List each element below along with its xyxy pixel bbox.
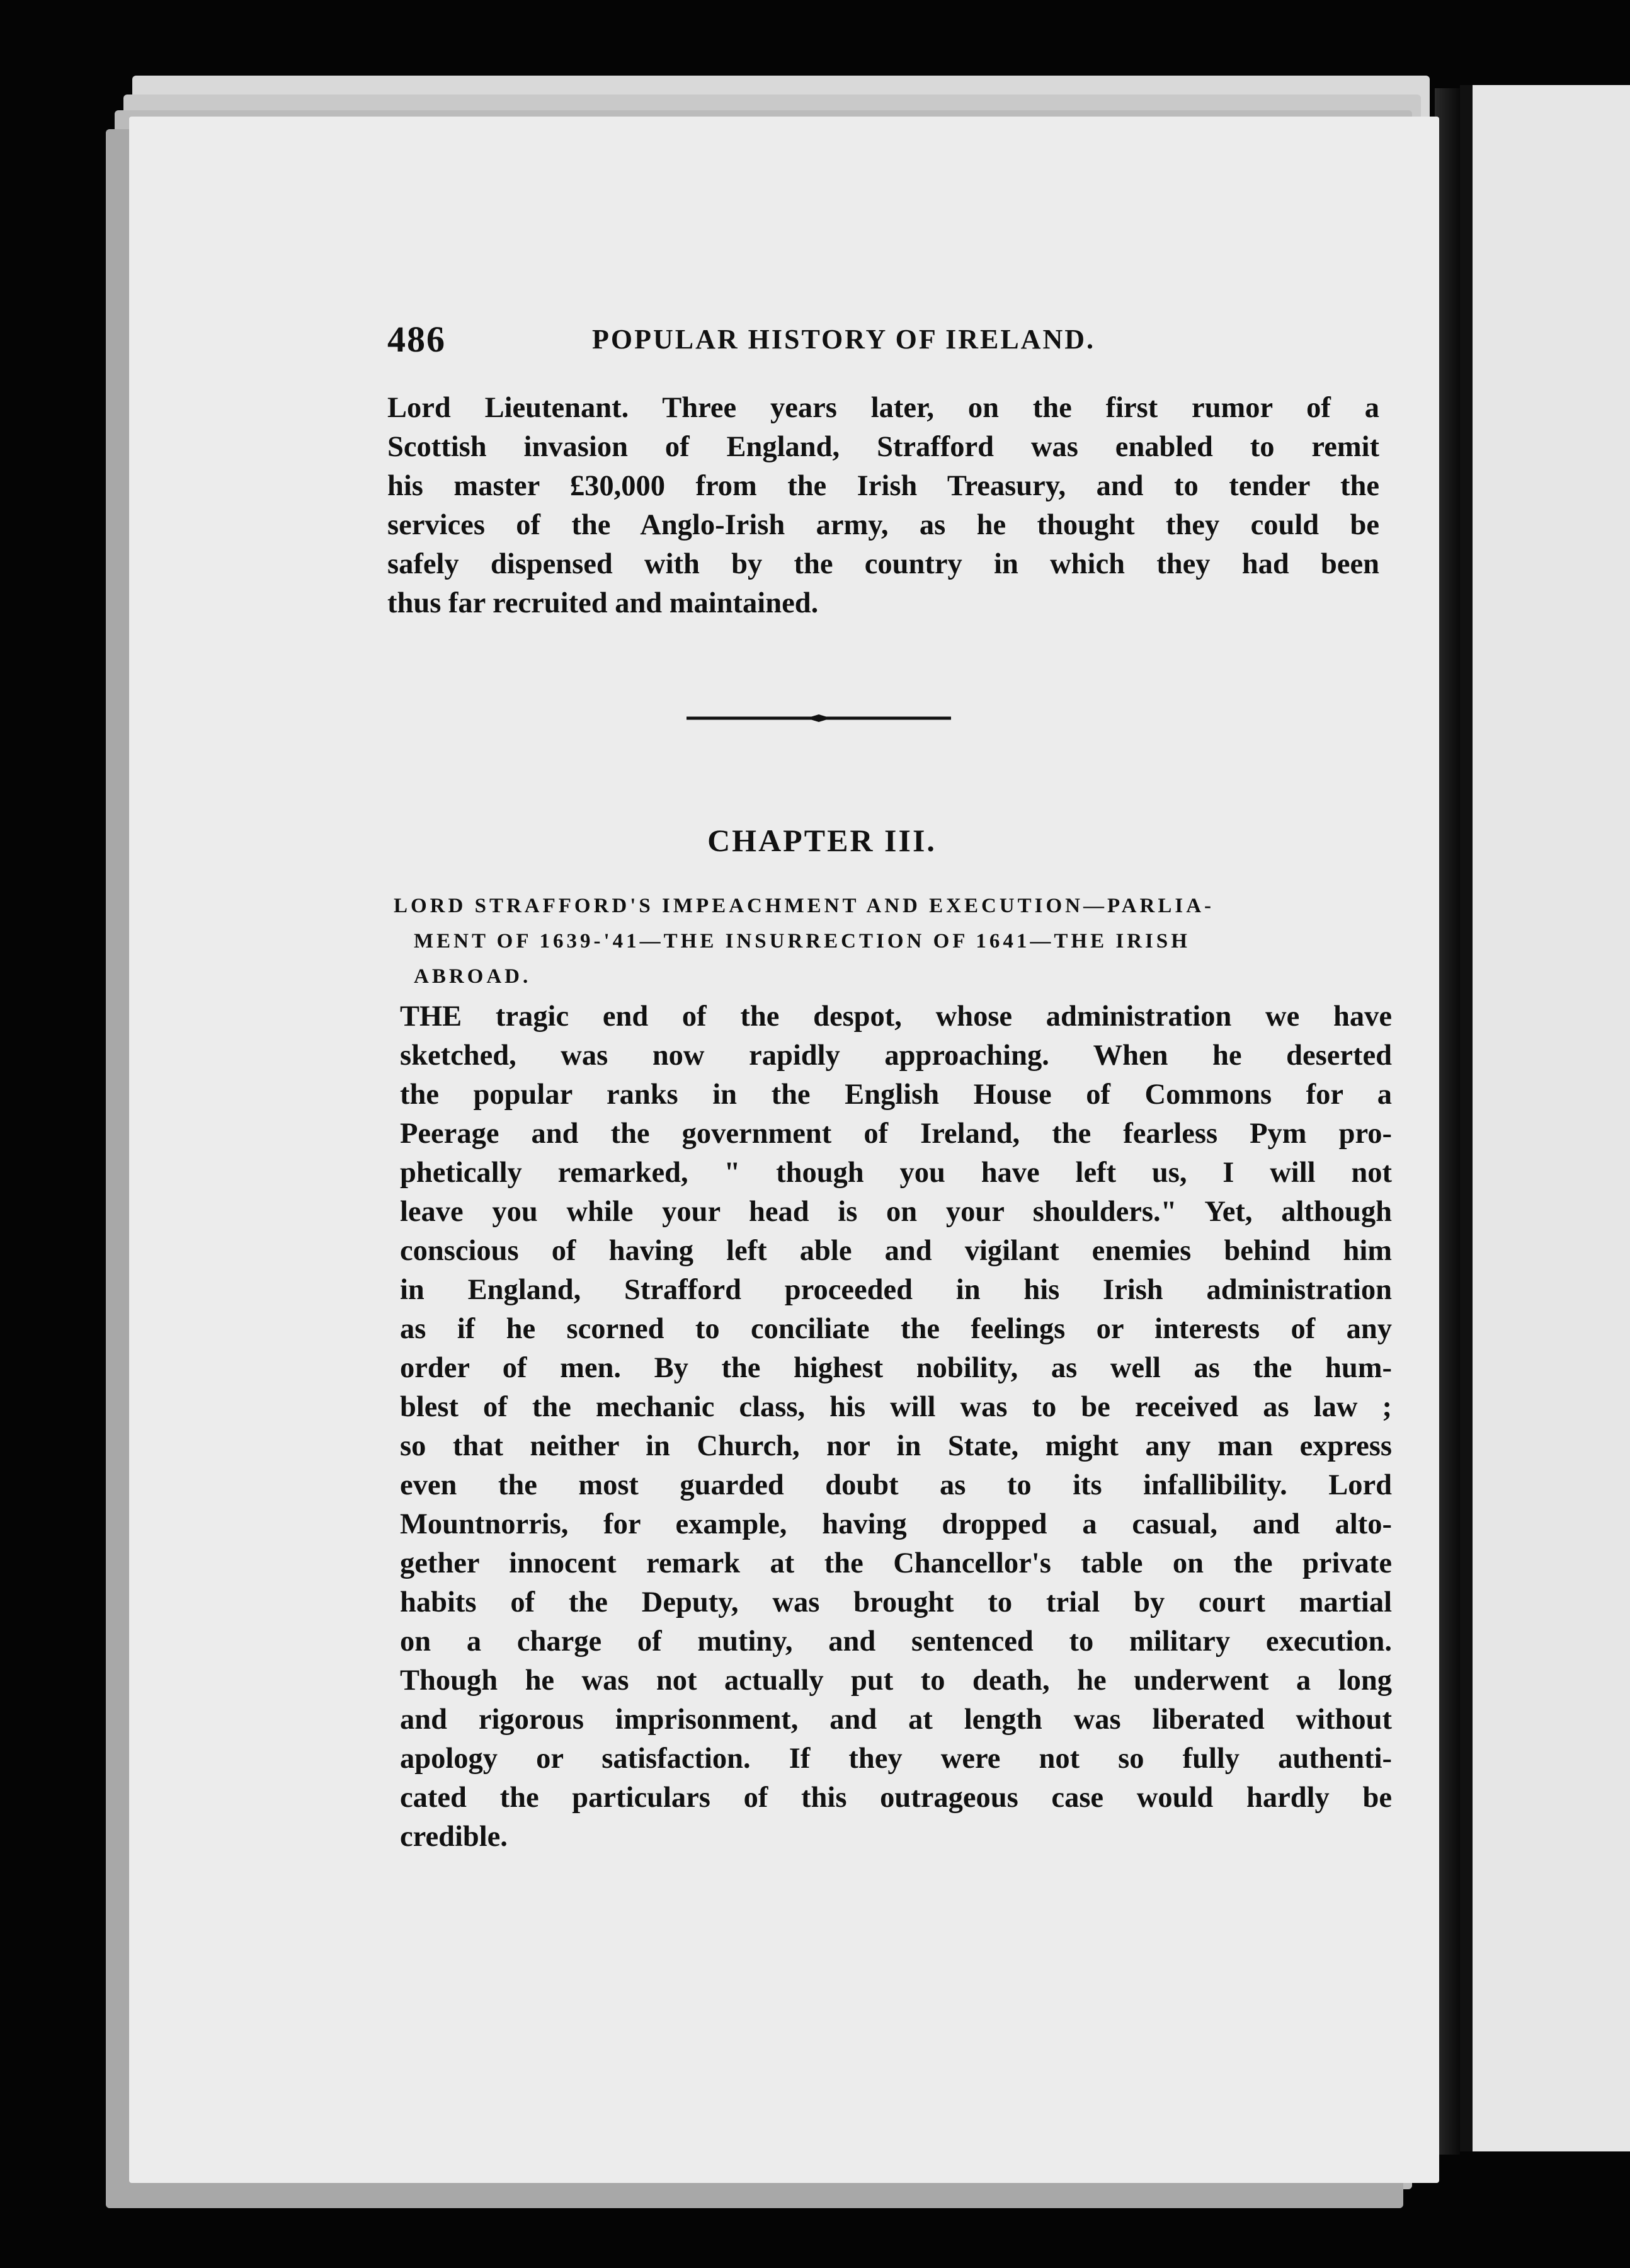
summary-line: MENT OF 1639-'41—THE INSURRECTION OF 1641—THE IRISH: [414, 930, 1190, 953]
facing-page: [1460, 85, 1630, 2151]
text-line: even the most guarded doubt as to its infallibility. Lord: [400, 1469, 1392, 1501]
text-line: the popular ranks in the English House of Commons for a: [400, 1079, 1392, 1111]
chapter-summary: [394, 888, 1386, 994]
text-line: leave you while your head is on your shoulders." Yet, although: [400, 1196, 1392, 1228]
text-line: on a charge of mutiny, and sentenced to military execution.: [400, 1625, 1392, 1658]
text-line: phetically remarked, " though you have left us, I will not: [400, 1157, 1392, 1189]
text-line: as if he scorned to conciliate the feelings or interests of any: [400, 1313, 1392, 1345]
running-title: POPULAR HISTORY OF IRELAND.: [592, 324, 1096, 355]
text-line: conscious of having left able and vigilant enemies behind him: [400, 1235, 1392, 1267]
text-line: blest of the mechanic class, his will was to be received as law ;: [400, 1391, 1392, 1423]
text-line: gether innocent remark at the Chancellor's table on the private: [400, 1547, 1392, 1579]
text-line: order of men. By the highest nobility, as well as the hum-: [400, 1352, 1392, 1384]
text-line: cated the particulars of this outrageous case would hardly be: [400, 1782, 1392, 1814]
text-line: safely dispensed with by the country in which they had been: [387, 548, 1379, 580]
text-line: habits of the Deputy, was brought to trial by court martial: [400, 1586, 1392, 1618]
summary-line: ABROAD.: [414, 965, 532, 988]
top-paragraph: [387, 389, 1379, 623]
text-line: apology or satisfaction. If they were not so fully authenti-: [400, 1743, 1392, 1775]
book-page: [129, 117, 1439, 2183]
chapter-title: CHAPTER III.: [707, 823, 937, 858]
text-line: sketched, was now rapidly approaching. When he deserted: [400, 1040, 1392, 1072]
text-line: Though he was not actually put to death, he underwent a long: [400, 1664, 1392, 1697]
text-line: Lord Lieutenant. Three years later, on the first rumor of a: [387, 392, 1379, 424]
summary-line: LORD STRAFFORD'S IMPEACHMENT AND EXECUTION—PARLIA-: [394, 895, 1215, 917]
text-line: his master £30,000 from the Irish Treasury, and to tender the: [387, 470, 1379, 502]
text-line: and rigorous imprisonment, and at length was liberated without: [400, 1704, 1392, 1736]
text-line: thus far recruited and maintained.: [387, 587, 819, 619]
text-line: credible.: [400, 1821, 508, 1853]
text-line: Mountnorris, for example, having dropped a casual, and alto-: [400, 1508, 1392, 1540]
ornamental-rule: [687, 714, 951, 723]
text-line: so that neither in Church, nor in State, might any man express: [400, 1430, 1392, 1462]
running-head: [129, 318, 1439, 369]
text-line: Peerage and the government of Ireland, the fearless Pym pro-: [400, 1118, 1392, 1150]
page-number: 486: [387, 319, 446, 360]
text-line: services of the Anglo-Irish army, as he thought they could be: [387, 509, 1379, 541]
main-paragraph: [400, 997, 1392, 1857]
text-line: THE tragic end of the despot, whose administration we have: [400, 1000, 1392, 1033]
text-line: Scottish invasion of England, Strafford was enabled to remit: [387, 431, 1379, 463]
text-line: in England, Strafford proceeded in his Irish administration: [400, 1274, 1392, 1306]
